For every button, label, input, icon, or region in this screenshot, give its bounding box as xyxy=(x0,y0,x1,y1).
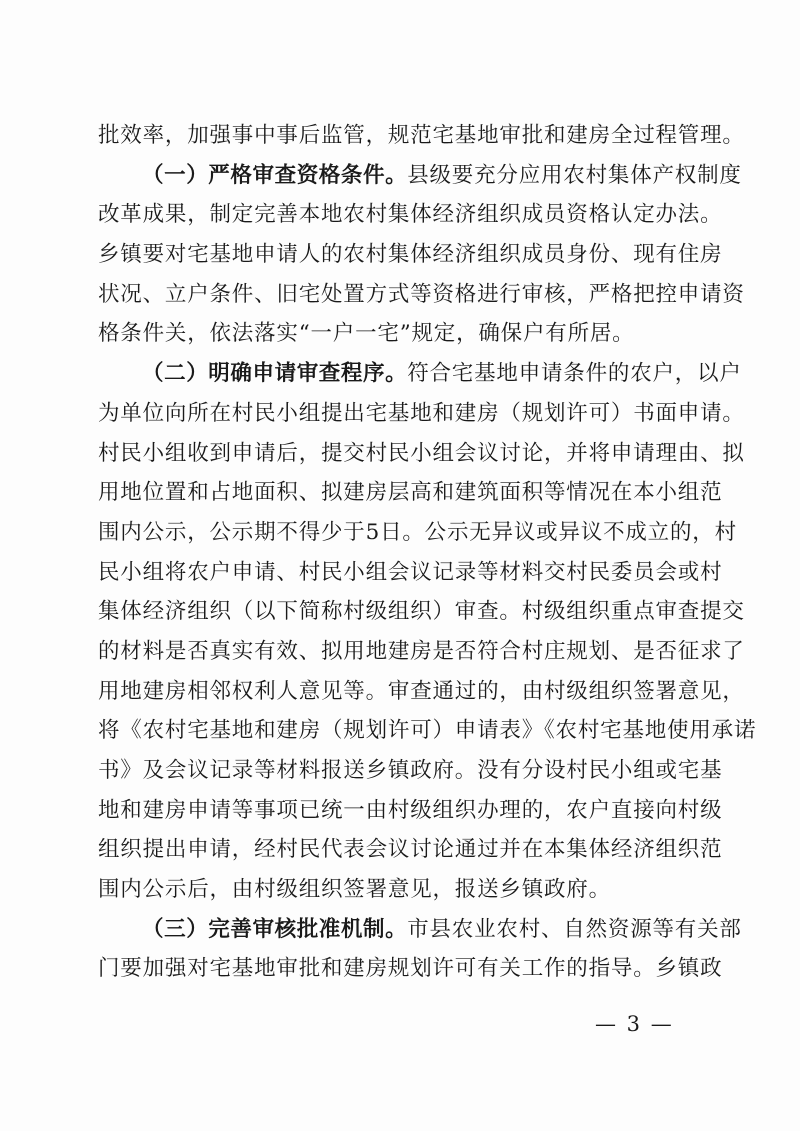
paragraph-line: 组织提出申请，经村民代表会议讨论通过并在本集体经济组织范 xyxy=(98,837,723,863)
paragraph-line: 围内公示，公示期不得少于5日。公示无异议或异议不成立的，村 xyxy=(98,519,737,545)
section-heading: （二）明确申请审查程序。 xyxy=(142,361,408,387)
paragraph-line: 用地位置和占地面积、拟建房层高和建筑面积等情况在本小组范 xyxy=(98,480,723,506)
paragraph-line: 地和建房申请等事项已统一由村级组织办理的，农户直接向村级 xyxy=(98,797,723,823)
body-text xyxy=(98,116,757,989)
paragraph-line xyxy=(98,156,742,196)
paragraph-line: 门要加强对宅基地审批和建房规划许可有关工作的指导。乡镇政 xyxy=(98,956,723,982)
paragraph-line: 批效率，加强事中事后监管，规范宅基地审批和建房全过程管理。 xyxy=(98,123,745,148)
paragraph-line: 改革成果，制定完善本地农村集体经济组织成员资格认定办法。 xyxy=(98,202,723,228)
line-text: 县级要充分应用农村集体产权制度 xyxy=(407,162,742,188)
paragraph-line: 民小组将农户申请、村民小组会议记录等材料交村民委员会或村 xyxy=(98,559,723,585)
paragraph-line: 围内公示后，由村级组织签署意见，报送乡镇政府。 xyxy=(98,877,611,903)
paragraph-line xyxy=(98,354,742,394)
section-heading: （一）严格审查资格条件。 xyxy=(142,162,408,188)
paragraph-line: 书》及会议记录等材料报送乡镇政府。没有分设村民小组或宅基 xyxy=(98,758,723,783)
paragraph-line: 的材料是否真实有效、拟用地建房是否符合村庄规划、是否征求了 xyxy=(98,638,745,664)
paragraph-line: 用地建房相邻权利人意见等。审查通过的，由村级组织签署意见， xyxy=(98,678,745,704)
line-text: 市县农业农村、自然资源等有关部 xyxy=(407,916,742,942)
paragraph-line: 村民小组收到申请后，提交村民小组会议讨论，并将申请理由、拟 xyxy=(98,440,745,466)
paragraph-line: 状况、立户条件、旧宅处置方式等资格进行审核，严格把控申请资 xyxy=(98,281,745,307)
line-text: 符合宅基地申请条件的农户，以户 xyxy=(407,361,742,387)
paragraph-line: 格条件关，依法落实“一户一宅”规定，确保户有所居。 xyxy=(98,321,635,347)
paragraph-line: 乡镇要对宅基地申请人的农村集体经济组织成员身份、现有住房 xyxy=(98,242,723,268)
section-heading: （三）完善审核批准机制。 xyxy=(142,916,408,942)
paragraph-line: 将《农村宅基地和建房（规划许可）申请表》《农村宅基地使用承诺 xyxy=(98,718,757,744)
paragraph-line xyxy=(98,910,742,950)
page-number: — 3 — xyxy=(595,1012,674,1036)
paragraph-line: 集体经济组织（以下简称村级组织）审查。村级组织重点审查提交 xyxy=(98,599,745,625)
paragraph-line: 为单位向所在村民小组提出宅基地和建房（规划许可）书面申请。 xyxy=(98,400,745,426)
